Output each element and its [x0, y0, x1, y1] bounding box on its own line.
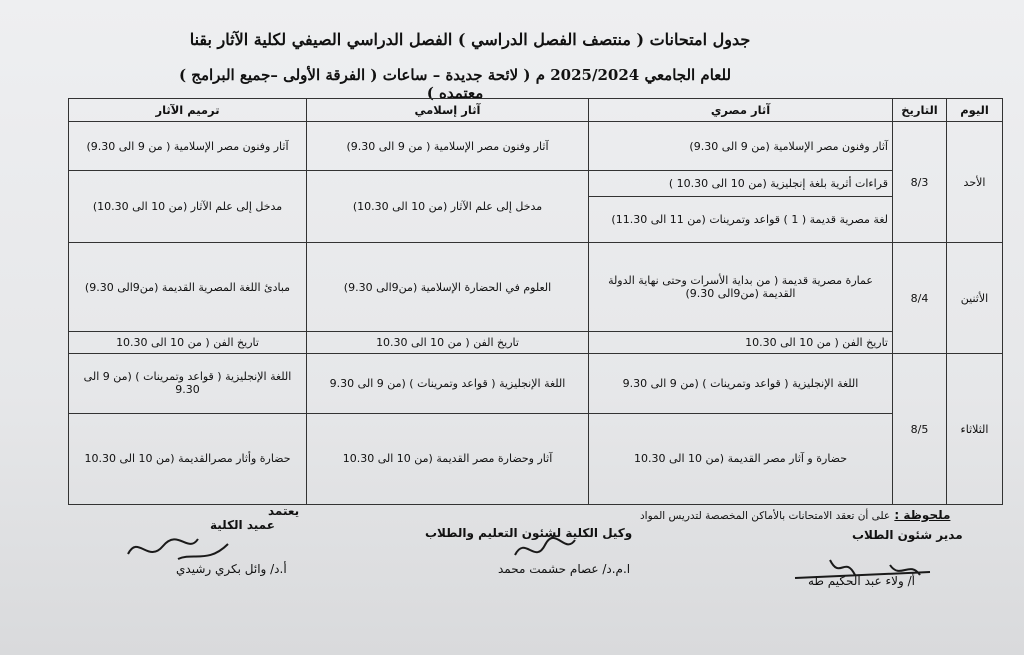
- student-affairs-name: أ/ ولاء عبد الحكيم طه: [808, 574, 915, 588]
- dean-title: عميد الكلية: [210, 518, 275, 532]
- approve-label: يعتمد: [268, 504, 300, 518]
- islamic-exam: مدخل إلى علم الآثار (من 10 الى 10.30): [307, 171, 589, 243]
- exam-schedule-table: [68, 98, 1003, 505]
- header-egyptian: آثار مصري: [589, 99, 893, 122]
- islamic-exam: العلوم في الحضارة الإسلامية (من9الى 9.30): [307, 243, 589, 332]
- egyptian-exam: عمارة مصرية قديمة ( من بداية الأسرات وحتى نهاية الدولة القديمة (من9الى 9.30): [589, 243, 893, 332]
- dean-signature: [118, 524, 238, 574]
- date-cell: 8/3: [893, 122, 947, 243]
- table-row: [69, 243, 1003, 332]
- vice-dean-title: وكيل الكلية لشئون التعليم والطلاب: [425, 526, 633, 540]
- restoration-exam: مدخل إلى علم الآثار (من 10 الى 10.30): [69, 171, 307, 243]
- islamic-exam: آثار وحضارة مصر القديمة (من 10 الى 10.30: [307, 413, 589, 504]
- day-cell: الأحد: [947, 122, 1003, 243]
- header-restoration: ترميم الآثار: [69, 99, 307, 122]
- table-row: [69, 413, 1003, 504]
- restoration-exam: آثار وفنون مصر الإسلامية ( من 9 الى 9.30): [69, 122, 307, 171]
- title-line-2: ( الفرقة الأولى –جميع البرامج ) للعام الجامعي 2025/2024 م ( لائحة جديدة – ساعات معتمده ): [178, 66, 732, 102]
- date-cell: 8/5: [893, 354, 947, 505]
- header-day: اليوم: [947, 99, 1003, 122]
- vice-dean-name: ا.م.د/ عصام حشمت محمد: [498, 562, 631, 576]
- header-row: [69, 99, 1003, 122]
- note-text: على أن تعقد الامتحانات بالأماكن المخصصة لتدريس المواد: [640, 510, 891, 522]
- title-line-1: جدول امتحانات ( منتصف الفصل الدراسي ) الفصل الدراسي الصيفي لكلية الآثار بقنا: [189, 30, 751, 49]
- day-cell: الثلاثاء: [947, 354, 1003, 505]
- egyptian-exam: تاريخ الفن ( من 10 الى 10.30: [589, 331, 893, 353]
- table-row: [69, 171, 1003, 197]
- header-islamic: آثار إسلامي: [307, 99, 589, 122]
- islamic-exam: اللغة الإنجليزية ( قواعد وتمرينات ) (من 9 الى 9.30: [307, 354, 589, 414]
- vice-dean-signature: [510, 530, 580, 570]
- header-date: التاريخ: [893, 99, 947, 122]
- egyptian-exam: آثار وفنون مصر الإسلامية (من 9 الى 9.30): [589, 122, 893, 171]
- dean-name: أ.د/ وائل بكري رشيدي: [176, 562, 287, 576]
- islamic-exam: آثار وفنون مصر الإسلامية ( من 9 الى 9.30): [307, 122, 589, 171]
- date-cell: 8/4: [893, 243, 947, 354]
- student-affairs-title: مدير شئون الطلاب: [852, 528, 963, 542]
- restoration-exam: حضارة وأثار مصرالقديمة (من 10 الى 10.30: [69, 413, 307, 504]
- day-cell: الأثنين: [947, 243, 1003, 354]
- note-label: ملحوظة :: [894, 508, 951, 522]
- footer-note: [640, 508, 950, 522]
- table-row: [69, 331, 1003, 353]
- restoration-exam: تاريخ الفن ( من 10 الى 10.30: [69, 331, 307, 353]
- table-row: [69, 122, 1003, 171]
- table-row: [69, 354, 1003, 414]
- egyptian-exam: لغة مصرية قديمة ( 1 ) قواعد وتمرينات (من 11 الى 11.30): [589, 196, 893, 243]
- egyptian-exam: قراءات أثرية بلغة إنجليزية (من 10 الى 10.30 ): [589, 171, 893, 197]
- restoration-exam: اللغة الإنجليزية ( قواعد وتمرينات ) (من 9 الى 9.30: [69, 354, 307, 414]
- egyptian-exam: اللغة الإنجليزية ( قواعد وتمرينات ) (من 9 الى 9.30: [589, 354, 893, 414]
- islamic-exam: تاريخ الفن ( من 10 الى 10.30: [307, 331, 589, 353]
- student-affairs-signature: [790, 550, 960, 590]
- egyptian-exam: حضارة و آثار مصر القديمة (من 10 الى 10.30: [589, 413, 893, 504]
- restoration-exam: مبادئ اللغة المصرية القديمة (من9الى 9.30): [69, 243, 307, 332]
